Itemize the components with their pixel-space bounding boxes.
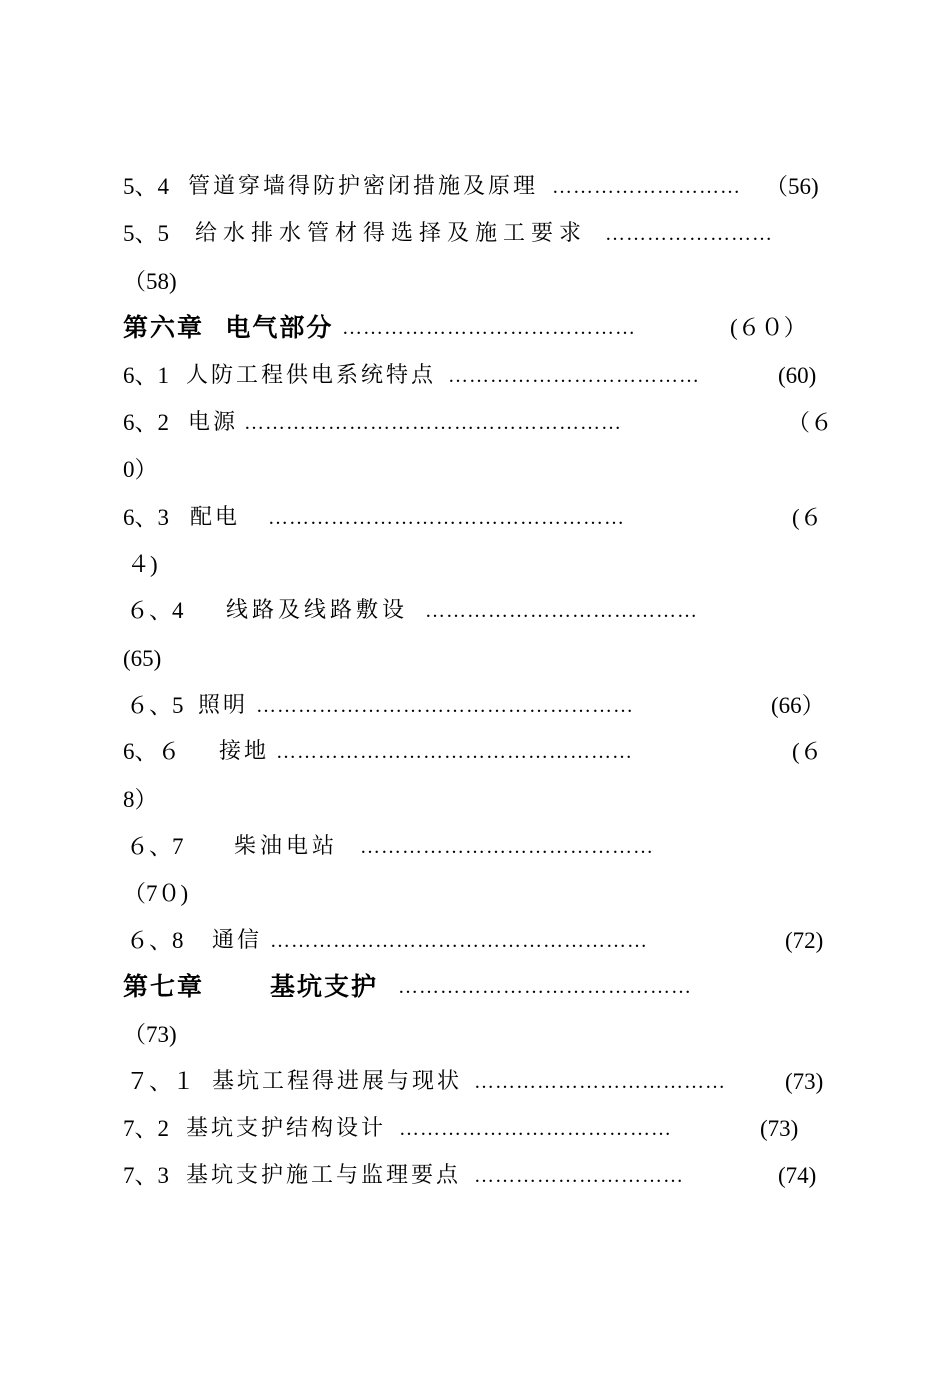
toc-entry-6-7-page (0, 874, 950, 914)
toc-entry-5-5 (0, 214, 950, 254)
toc-entry-6-3-page (0, 545, 950, 585)
page-number-cont: 0） (123, 457, 158, 482)
leader-dots: ……………………………… (474, 1071, 726, 1093)
toc-entry-6-7 (0, 827, 950, 867)
page-number: (65) (123, 646, 162, 671)
leader-dots: ………………………… (474, 1165, 684, 1187)
chapter-title: 基坑支护 (270, 972, 379, 1001)
section-title: 管道穿墙得防护密闭措施及原理 (188, 174, 539, 199)
section-number: 6、６ (123, 739, 181, 764)
toc-entry-6-8 (0, 921, 950, 961)
section-number: 6、3 (123, 505, 169, 530)
section-title: 基坑支护施工与监理要点 (186, 1163, 462, 1188)
toc-chapter-6 (0, 308, 950, 348)
section-title: 基坑支护结构设计 (186, 1116, 387, 1141)
page-number: (74) (778, 1163, 817, 1188)
page-number: (６０） (730, 315, 807, 340)
toc-entry-7-2 (0, 1109, 950, 1149)
page-number: (６ (792, 739, 823, 764)
section-number: 6、2 (123, 410, 169, 435)
page-number: (73) (760, 1116, 799, 1141)
page-number: （58) (123, 269, 177, 294)
page-number: （56) (765, 174, 819, 199)
section-number: ６、4 (126, 598, 184, 623)
section-number: 5、4 (123, 174, 169, 199)
toc-entry-7-3 (0, 1156, 950, 1196)
section-title: 柴油电站 (234, 834, 339, 859)
section-title: 线路及线路敷设 (226, 598, 409, 623)
leader-dots: ……………………… (552, 176, 741, 198)
toc-entry-7-1 (0, 1062, 950, 1102)
section-number: ７、１ (126, 1069, 195, 1094)
toc-entry-6-3 (0, 498, 950, 538)
page-number: (72) (785, 928, 824, 953)
toc-entry-6-2 (0, 403, 950, 443)
section-title: 电源 (188, 410, 239, 435)
leader-dots: ……………………………………………… (244, 412, 622, 434)
leader-dots: …………………………………………… (268, 507, 625, 529)
section-number: ６、7 (126, 834, 184, 859)
section-title: 接地 (219, 739, 270, 764)
leader-dots: …………………………………………… (276, 741, 633, 763)
toc-entry-6-4 (0, 591, 950, 631)
section-number: 5、5 (123, 221, 169, 246)
section-title: 照明 (198, 693, 249, 718)
leader-dots: ……………………………………………… (256, 695, 634, 717)
section-title: 基坑工程得进展与现状 (212, 1069, 463, 1094)
section-number: 6、1 (123, 363, 169, 388)
toc-entry-6-1 (0, 356, 950, 396)
toc-entry-6-6 (0, 732, 950, 772)
leader-dots: ………………………………… (399, 1118, 672, 1140)
page-number: (60) (778, 363, 817, 388)
leader-dots: …………………… (605, 223, 773, 245)
section-title: 通信 (212, 928, 263, 953)
section-number: 7、2 (123, 1116, 169, 1141)
chapter-number: 第七章 (123, 972, 205, 1001)
leader-dots: …………………………………… (342, 317, 636, 339)
page-number: （73) (123, 1022, 177, 1047)
section-title: 人防工程供电系统特点 (186, 363, 437, 388)
toc-entry-6-6-page (0, 780, 950, 820)
toc-entry-5-4 (0, 167, 950, 207)
page-number: (73) (785, 1069, 824, 1094)
page-number: （7０) (123, 881, 189, 906)
toc-chapter-7 (0, 967, 950, 1007)
section-number: 7、3 (123, 1163, 169, 1188)
page-number: (66） (771, 693, 825, 718)
toc-entry-5-5-page (0, 262, 950, 302)
leader-dots: ……………………………… (448, 365, 700, 387)
section-number: ６、5 (126, 693, 184, 718)
toc-chapter-7-page (0, 1015, 950, 1055)
page-number: (６ (792, 505, 823, 530)
page-number-cont: ４) (127, 552, 158, 577)
page-number: （６ (787, 410, 833, 435)
leader-dots: ………………………………… (425, 600, 698, 622)
chapter-title: 第六章 电气部分 (123, 313, 334, 342)
section-number: ６、8 (126, 928, 184, 953)
page-number-cont: 8） (123, 787, 158, 812)
toc-entry-6-2-page (0, 450, 950, 490)
leader-dots: …………………………………… (360, 836, 654, 858)
section-title: 配电 (190, 505, 241, 530)
leader-dots: ……………………………………………… (270, 930, 648, 952)
section-title: 给水排水管材得选择及施工要求 (195, 221, 588, 246)
toc-entry-6-4-page (0, 639, 950, 679)
leader-dots: …………………………………… (398, 976, 692, 998)
toc-entry-6-5 (0, 686, 950, 726)
